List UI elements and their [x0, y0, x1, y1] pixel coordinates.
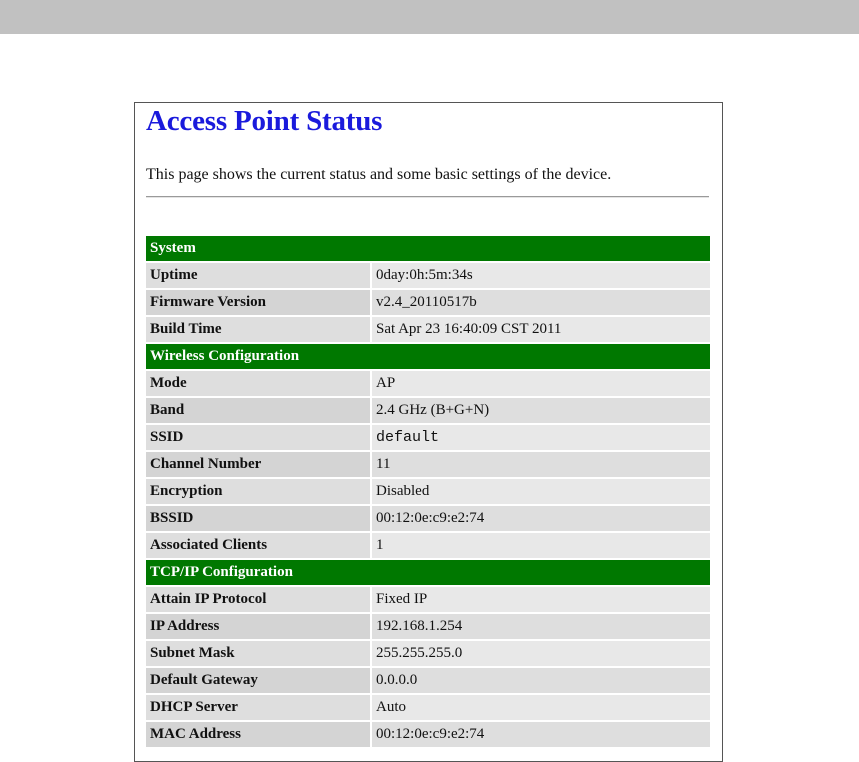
- row-label: Mode: [146, 371, 370, 396]
- table-row-attain-ip-protocol: [146, 587, 710, 614]
- row-value: 1: [372, 533, 710, 558]
- status-table: [146, 236, 710, 749]
- row-label: Build Time: [146, 317, 370, 342]
- row-value: 0day:0h:5m:34s: [372, 263, 710, 288]
- table-row-ssid: [146, 425, 710, 452]
- row-value: 0.0.0.0: [372, 668, 710, 693]
- row-label: Band: [146, 398, 370, 423]
- table-row-subnet-mask: [146, 641, 710, 668]
- row-label: Default Gateway: [146, 668, 370, 693]
- row-label: Firmware Version: [146, 290, 370, 315]
- row-value: v2.4_20110517b: [372, 290, 710, 315]
- divider: [146, 196, 709, 198]
- row-value: Fixed IP: [372, 587, 710, 612]
- row-label: Associated Clients: [146, 533, 370, 558]
- row-label: SSID: [146, 425, 370, 450]
- row-label: IP Address: [146, 614, 370, 639]
- top-bar: [0, 0, 859, 34]
- table-row-uptime: [146, 263, 710, 290]
- row-label: MAC Address: [146, 722, 370, 747]
- row-label: Channel Number: [146, 452, 370, 477]
- table-row-build-time: [146, 317, 710, 344]
- row-value: 00:12:0e:c9:e2:74: [372, 722, 710, 747]
- row-value: Sat Apr 23 16:40:09 CST 2011: [372, 317, 710, 342]
- table-row-band: [146, 398, 710, 425]
- row-value: 11: [372, 452, 710, 477]
- table-row-mode: [146, 371, 710, 398]
- table-row-encryption: [146, 479, 710, 506]
- row-label: Subnet Mask: [146, 641, 370, 666]
- row-value: 00:12:0e:c9:e2:74: [372, 506, 710, 531]
- row-value: 192.168.1.254: [372, 614, 710, 639]
- row-value: default: [372, 425, 710, 450]
- table-row-mac-address: [146, 722, 710, 749]
- table-row-ip-address: [146, 614, 710, 641]
- table-row-associated-clients: [146, 533, 710, 560]
- section-header-system: System: [146, 236, 710, 263]
- table-row-firmware-version: [146, 290, 710, 317]
- section-header-wireless: Wireless Configuration: [146, 344, 710, 371]
- table-row-channel-number: [146, 452, 710, 479]
- table-row-bssid: [146, 506, 710, 533]
- page-title: Access Point Status: [146, 105, 383, 137]
- row-value: AP: [372, 371, 710, 396]
- row-value: 2.4 GHz (B+G+N): [372, 398, 710, 423]
- row-label: Attain IP Protocol: [146, 587, 370, 612]
- row-label: DHCP Server: [146, 695, 370, 720]
- status-panel: [134, 102, 723, 762]
- table-row-dhcp-server: [146, 695, 710, 722]
- row-value: 255.255.255.0: [372, 641, 710, 666]
- row-label: BSSID: [146, 506, 370, 531]
- row-label: Uptime: [146, 263, 370, 288]
- page-description: This page shows the current status and some basic settings of the device.: [146, 166, 612, 183]
- row-value: Auto: [372, 695, 710, 720]
- section-header-tcpip: TCP/IP Configuration: [146, 560, 710, 587]
- table-row-default-gateway: [146, 668, 710, 695]
- row-label: Encryption: [146, 479, 370, 504]
- row-value: Disabled: [372, 479, 710, 504]
